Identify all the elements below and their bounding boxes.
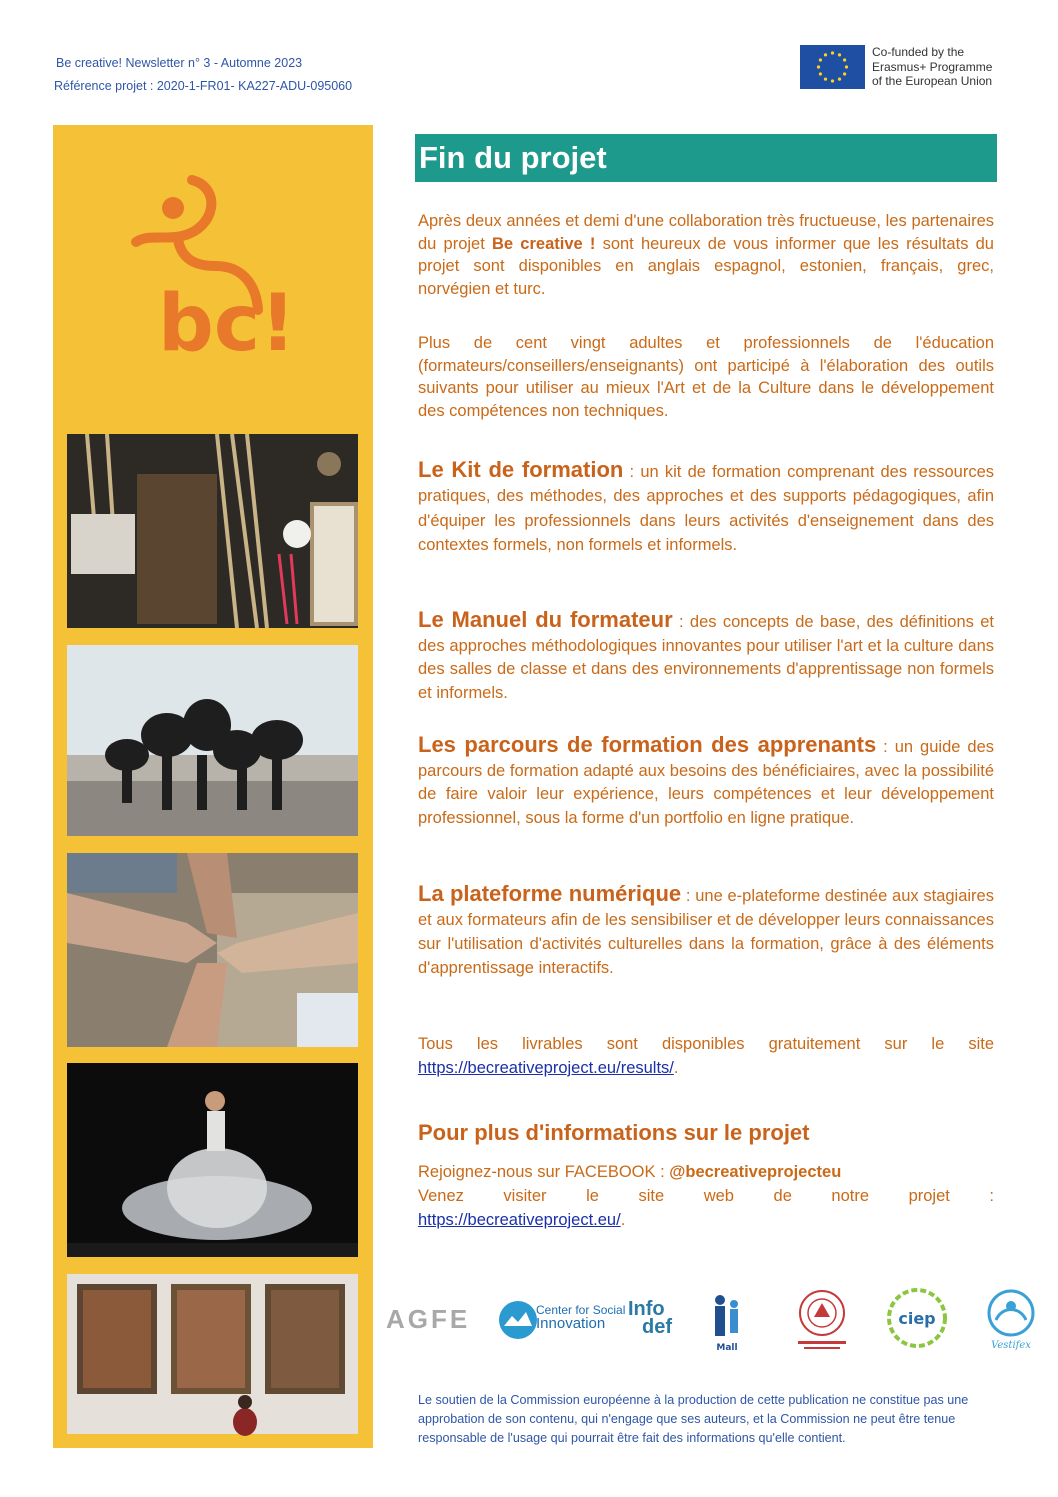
dancers-photo: [67, 645, 358, 836]
livrables-paragraph: Tous les livrables sont disponibles gratuitement sur le site https://becreativeproject.eu/results/.: [418, 1035, 994, 1077]
plateforme-paragraph: La plateforme numérique : une e-plateforme destinée aux stagiaires et aux formateurs afin de les sensibiliser et de développer leurs connaissances sur l'utilisation d'activités culturelles dans la formation, grâce à des éléments d'apprentissage interactifs.: [418, 881, 994, 977]
svg-text:Vestifex: Vestifex: [991, 1340, 1031, 1351]
facebook-line: Rejoignez-nous sur FACEBOOK : @becreativeprojecteu: [418, 1163, 842, 1181]
manuel-paragraph: Le Manuel du formateur : des concepts de base, des définitions et des approches méthodologiques innovantes pour utiliser l'art et la culture dans des salles de classe et dans des environnements d'apprentissage non formels et informels.: [418, 607, 995, 703]
project-reference: Référence projet : 2020-1-FR01- KA227-ADU-095060: [54, 79, 353, 93]
eu-cofunded-label: Co-funded by the Erasmus+ Programme of the European Union: [872, 45, 993, 88]
participants-paragraph: Plus de cent vingt adultes et professionnels de l'éducation (formateurs/conseillers/enseignants) ont participé à l'élaboration des outils suivants pour utiliser au mieux l'Art et de la Culture dans le développement des compétences non techniques.: [418, 334, 994, 420]
facebook-handle[interactable]: @becreativeprojecteu: [669, 1163, 842, 1181]
vestifex-logo: [984, 1286, 1038, 1352]
be-creative-logo: [130, 170, 296, 369]
parcours-title: Les parcours de formation des apprenants: [418, 732, 877, 757]
section-title-bar: [415, 134, 997, 182]
csi-logo-text: Center for Social Innovation: [536, 1303, 626, 1332]
museum-paintings-photo: [67, 1274, 358, 1434]
agfe-logo: AGFE: [386, 1304, 471, 1334]
hands-together-photo: [67, 853, 358, 1047]
manisa-seal-icon: [790, 1287, 854, 1353]
ciep-logo: [886, 1287, 948, 1349]
kit-paragraph: Le Kit de formation : un kit de formation comprenant des ressources pratiques, des méthodes, des approches et des supports pédagogiques, afin d'équiper les professionnels dans leurs activités d'enseignement dans des contextes formels, non formels et informels.: [418, 457, 994, 555]
mall-logo: [708, 1292, 746, 1354]
website-link[interactable]: https://becreativeproject.eu/: [418, 1211, 621, 1229]
plateforme-title: La plateforme numérique: [418, 881, 682, 906]
svg-text:bc!: bc!: [158, 279, 296, 369]
svg-text:ciep: ciep: [898, 1309, 936, 1328]
intro-paragraph: Après deux années et demi d'une collaboration très fructueuse, les partenaires du projet Be creative ! sont heureux de vous informer que les résultats du projet sont disponibles en anglais espagnol, estonien, français, grec, norvégien et turc.: [418, 212, 994, 298]
project-name: Be creative !: [492, 234, 596, 253]
disclaimer-text: Le soutien de la Commission européenne à la production de cette publication ne constitue pas une approbation de son contenu, qui n'engage que ses auteurs, et la Commission ne peut être tenue responsable de l'usage qui pourrait être fait des informations qu'elle contient.: [418, 1393, 969, 1445]
results-link[interactable]: https://becreativeproject.eu/results/: [418, 1059, 674, 1077]
whirling-dancer-photo: [67, 1063, 358, 1257]
kit-title: Le Kit de formation: [418, 457, 624, 482]
manuel-title: Le Manuel du formateur: [418, 607, 673, 632]
parcours-paragraph: Les parcours de formation des apprenants : un guide des parcours de formation adapté aux besoins des bénéficiaires, avec la possibilité de faire valoir leur expérience, leurs compétences et leur développement professionnel, sous la forme d'un portfolio en ligne pratique.: [418, 732, 994, 827]
art-supplies-photo: [67, 434, 358, 628]
website-line: https://becreativeproject.eu/.: [418, 1211, 626, 1229]
eu-flag-icon: [800, 45, 865, 89]
more-info-title: Pour plus d'informations sur le projet: [418, 1120, 810, 1145]
page-title: Fin du projet: [419, 140, 607, 175]
svg-text:Mall: Mall: [716, 1343, 738, 1353]
visit-line: Venez visiter le site web de notre projet :: [418, 1187, 994, 1205]
newsletter-header: Be creative! Newsletter n° 3 - Automne 2023: [56, 56, 303, 70]
infodef-logo: Info def: [628, 1298, 672, 1338]
